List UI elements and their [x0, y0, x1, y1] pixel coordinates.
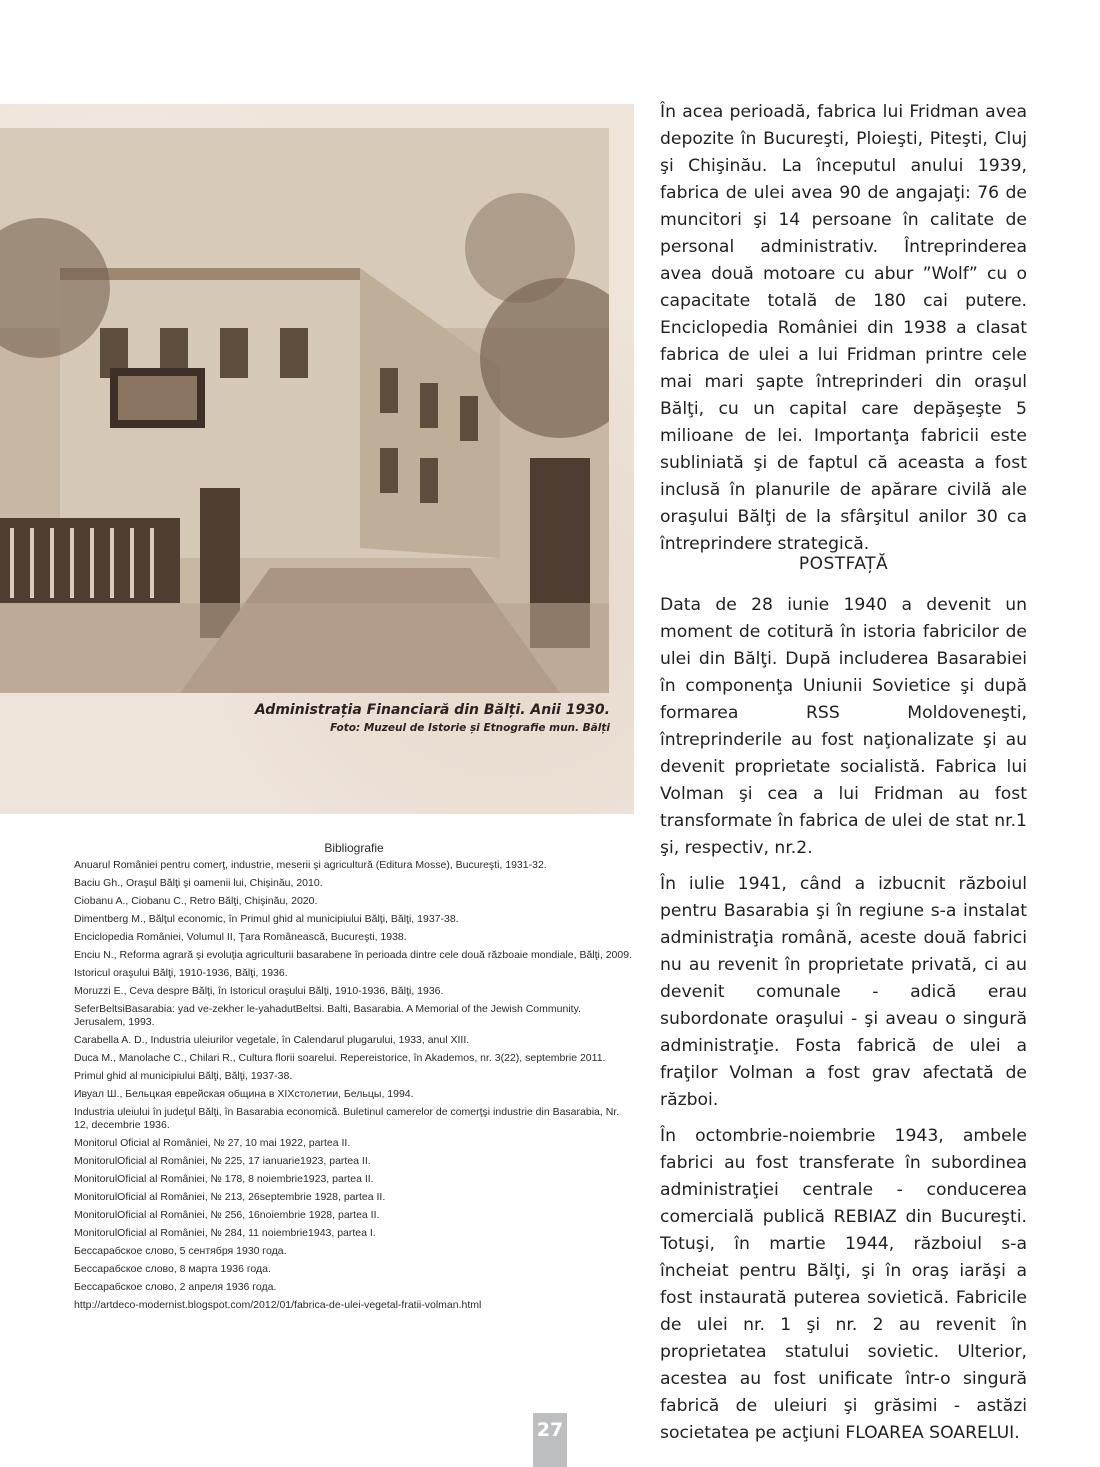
bibliography-item: Enciu N., Reforma agrară şi evoluţia agriculturii basarabene în perioada dintre cele două războaie mondiale, Bălţi, 2009. [74, 949, 632, 961]
bibliography-item: Anuarul României pentru comerţ, industrie, meserii şi agricultură (Editura Mosse), Bucureşti, 1931-32. [74, 859, 547, 871]
bibliography-item: Duca M., Manolache C., Chilari R., Cultura florii soarelui. Repereistorice, în Akademos, nr. 3(22), septembrie 2011. [74, 1052, 606, 1064]
bibliography-list [74, 859, 634, 1312]
bibliography-item: Ивуал Ш., Бельцкая еврейская община в XIXстолетии, Бельцы, 1994. [74, 1088, 414, 1100]
bibliography-item: Baciu Gh., Oraşul Bălţi şi oamenii lui, Chişinău, 2010. [74, 877, 323, 889]
body-paragraph: În octombrie-noiembrie 1943, ambele fabrici au fost transferate în subordinea administraţiei centrale - conducerea comercială publică REBIAZ din Bucureşti. Totuşi, în martie 1944, războiul s-a încheiat pentru Bălţi, şi în oraş iarăşi a fost instaurată puterea sovietică. Fabricile de ulei nr. 1 şi nr. 2 au revenit în proprietatea statului sovietic. Ulterior, acestea au fost unificate într-o singură fabrică de uleiuri şi grăsimi - astăzi societatea pe acţiuni FLOAREA SOARELUI. [660, 1126, 1027, 1443]
photo-illustration [0, 128, 609, 693]
bibliography-item: MonitorulOficial al României, № 213, 26septembrie 1928, partea II. [74, 1191, 386, 1203]
bibliography-item: Istoricul oraşului Bălţi, 1910-1936, Bălţi, 1936. [74, 967, 288, 979]
bibliography-item: Бессарабское слово, 5 сентября 1930 года. [74, 1245, 287, 1257]
intro-paragraph: În acea perioadă, fabrica lui Fridman avea depozite în Bucureşti, Ploieşti, Piteşti, Cluj şi Chişinău. La începutul anului 1939, fabrica de ulei avea 90 de angajaţi: 76 de muncitori şi 14 persoane în calitate de personal administrativ. Întreprinderea avea două motoare cu abur ”Wolf” cu o capacitate totală de 180 cai putere. Enciclopedia României din 1938 a clasat fabrica de ulei a lui Fridman printre cele mai mari şapte întreprinderi din oraşul Bălţi, cu un capital care depăşeşte 5 milioane de lei. Importanţa fabricii este subliniată şi de faptul că aceasta a fost inclusă în planurile de apărare civilă ale oraşului Bălţi de la sfârşitul anilor 30 ca întreprindere strategică. [660, 102, 1027, 554]
bibliography-item: Бессарабское слово, 2 апреля 1936 года. [74, 1281, 277, 1293]
body-paragraph: În iulie 1941, când a izbucnit războiul pentru Basarabia şi în regiune s-a instalat administraţia română, aceste două fabrici nu au revenit în proprietate privată, ci au devenit comunale - adică erau subordonate oraşului - şi aveau o singură administraţie. Fosta fabrică de ulei a fraţilor Volman a fost grav afectată de război. [660, 874, 1027, 1110]
caption-credit: Foto: Muzeul de Istorie și Etnografie mun. Bălți [330, 722, 610, 734]
photo-panel [0, 104, 634, 814]
article-intro [660, 99, 1027, 558]
bibliography-item: Enciclopedia României, Volumul II, Ţara Românească, Bucureşti, 1938. [74, 931, 407, 943]
bibliography-item: MonitorulOficial al României, № 284, 11 noiembrie1943, partea I. [74, 1227, 376, 1239]
section-heading: POSTFAȚĂ [798, 554, 889, 574]
photo-caption [255, 700, 610, 736]
bibliography-item: Carabella A. D., Industria uleiurilor vegetale, în Calendarul plugarului, 1933, anul XIII. [74, 1034, 470, 1046]
caption-title: Administrația Financiară din Bălți. Anii 1930. [254, 702, 610, 718]
bibliography-item: Primul ghid al municipiului Bălţi, Bălţi, 1937-38. [74, 1070, 293, 1082]
bibliography-item: Бессарабское слово, 8 марта 1936 года. [74, 1263, 271, 1275]
bibliography-item: Dimentberg M., Bălţul economic, în Primul ghid al municipiului Bălţi, Bălţi, 1937-38. [74, 913, 459, 925]
bibliography-item: SeferBeltsiBasarabia: yad ve-zekher le-yahadutBeltsi. Balti, Basarabia. A Memorial of the Jewish Community. Jerusalem, 1993. [74, 1003, 581, 1028]
bibliography-item: Industria uleiului în judeţul Bălţi, în Basarabia economică. Buletinul camerelor de comerţşi industrie din Basarabia, Nr. 12, decembrie 1936. [74, 1106, 620, 1131]
bibliography-item: Moruzzi E., Ceva despre Bălţi, în Istoricul oraşului Bălţi, 1910-1936, Bălţi, 1936. [74, 985, 444, 997]
historic-building-photo [0, 128, 609, 693]
bibliography-item[interactable]: http://artdeco-modernist.blogspot.com/2012/01/fabrica-de-ulei-vegetal-fratii-volman.html [74, 1299, 482, 1311]
bibliography-item: MonitorulOficial al României, № 178, 8 noiembrie1923, partea II. [74, 1173, 374, 1185]
body-paragraph: Data de 28 iunie 1940 a devenit un moment de cotitură în istoria fabricilor de ulei din Bălţi. După includerea Basarabiei în componenţa Uniunii Sovietice şi după formarea RSS Moldoveneşti, întreprinderile au fost naţionalizate şi au devenit proprietate socialistă. Fabrica lui Volman şi cea a lui Fridman au fost transformate în fabrica de ulei de stat nr.1 şi, respectiv, nr.2. [660, 595, 1027, 858]
bibliography-item: Ciobanu A., Ciobanu C., Retro Bălţi, Chişinău, 2020. [74, 895, 318, 907]
bibliography [74, 842, 634, 1317]
page-number: 27 [533, 1413, 567, 1467]
bibliography-item: MonitorulOficial al României, № 225, 17 ianuarie1923, partea II. [74, 1155, 371, 1167]
bibliography-item: Monitorul Oficial al României, № 27, 10 mai 1922, partea II. [74, 1137, 351, 1149]
bibliography-item: MonitorulOficial al României, № 256, 16noiembrie 1928, partea II. [74, 1209, 380, 1221]
article-body [660, 592, 1027, 1456]
bibliography-title: Bibliografie [324, 841, 384, 855]
